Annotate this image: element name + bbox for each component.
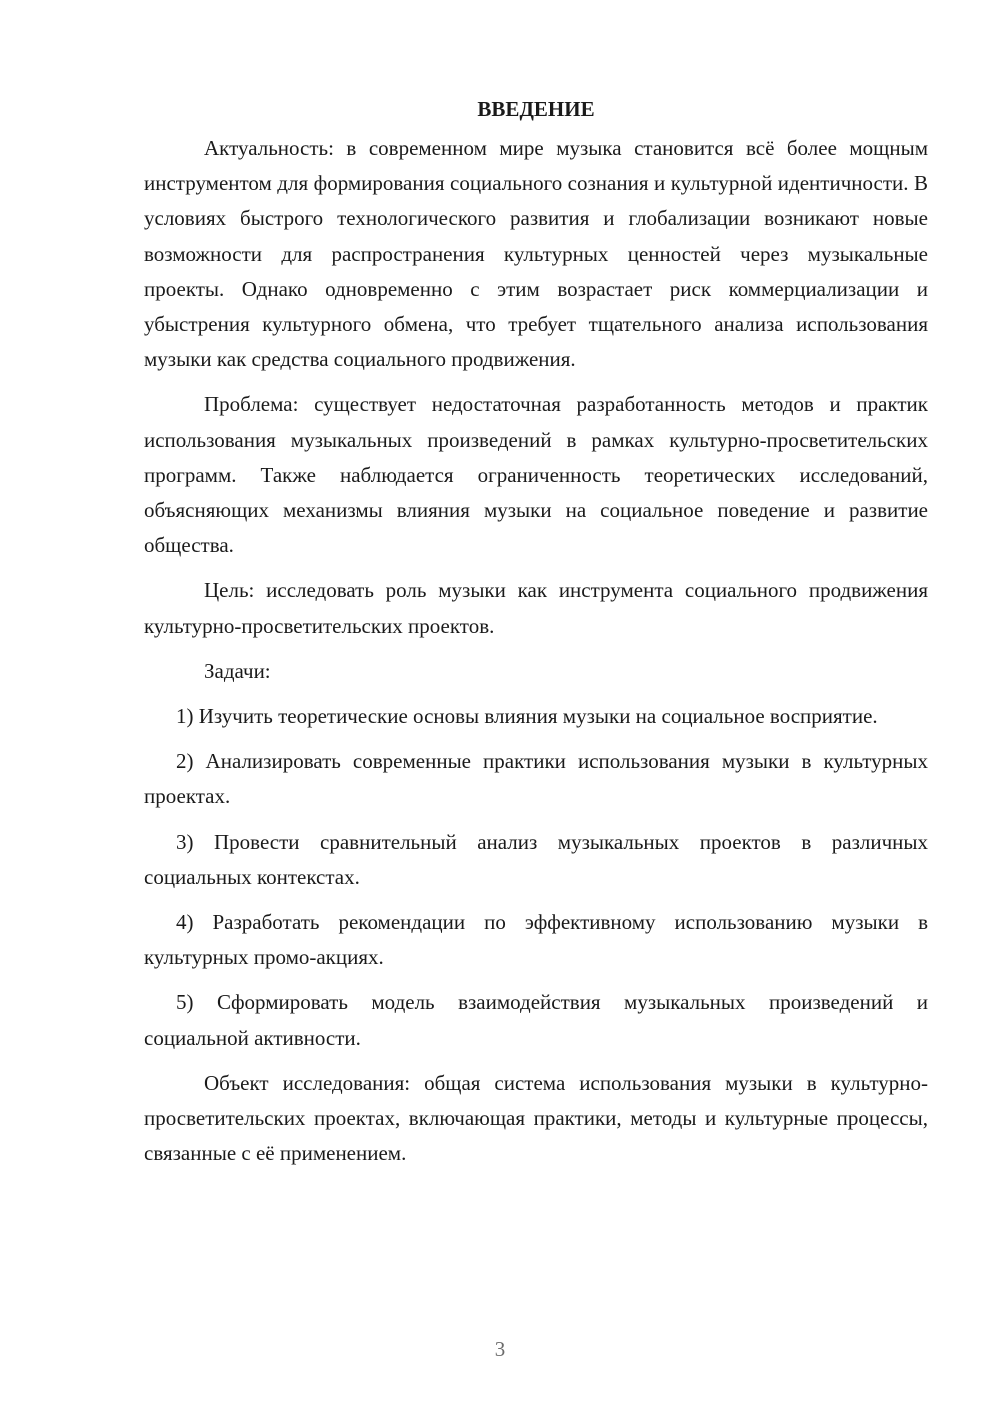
task-item-4: 4) Разработать рекомендации по эффективному использованию музыки в культурных промо-акциях. bbox=[144, 910, 928, 970]
page-number: 3 bbox=[494, 1337, 506, 1361]
page-title: ВВЕДЕНИЕ bbox=[477, 97, 595, 121]
task-item-1: 1) Изучить теоретические основы влияния музыки на социальное восприятие. bbox=[176, 704, 878, 729]
tasks-label: Задачи: bbox=[204, 658, 271, 683]
goal-paragraph: Цель: исследовать роль музыки как инструмента социального продвижения культурно-просветительских проектов. bbox=[144, 578, 928, 638]
task-item-5: 5) Сформировать модель взаимодействия музыкальных произведений и социальной активности. bbox=[144, 990, 928, 1050]
object-paragraph: Объект исследования: общая система использования музыки в культурно-просветительских проектах, включающая практики, методы и культурные процессы, связанные с её применением. bbox=[144, 1070, 928, 1166]
problem-paragraph: Проблема: существует недостаточная разработанность методов и практик использования музыкальных произведений в рамках культурно-просветительских программ. Также наблюдается ограниченность теоретических исследований, объясняющих механизмы влияния музыки на социальное поведение и развитие общества. bbox=[144, 392, 928, 558]
task-item-3: 3) Провести сравнительный анализ музыкальных проектов в различных социальных контекстах. bbox=[144, 829, 928, 889]
relevance-paragraph: Актуальность: в современном мире музыка становится всё более мощным инструментом для формирования социального сознания и культурной идентичности. В условиях быстрого технологического развития и глобализации возникают новые возможности для распространения культурных ценностей через музыкальные проекты. Однако одновременно с этим возрастает риск коммерциализации и убыстрения культурного обмена, что требует тщательного анализа использования музыки как средства социального продвижения. bbox=[144, 136, 928, 372]
task-item-2: 2) Анализировать современные практики использования музыки в культурных проектах. bbox=[144, 749, 928, 809]
document-page bbox=[144, 92, 928, 1181]
